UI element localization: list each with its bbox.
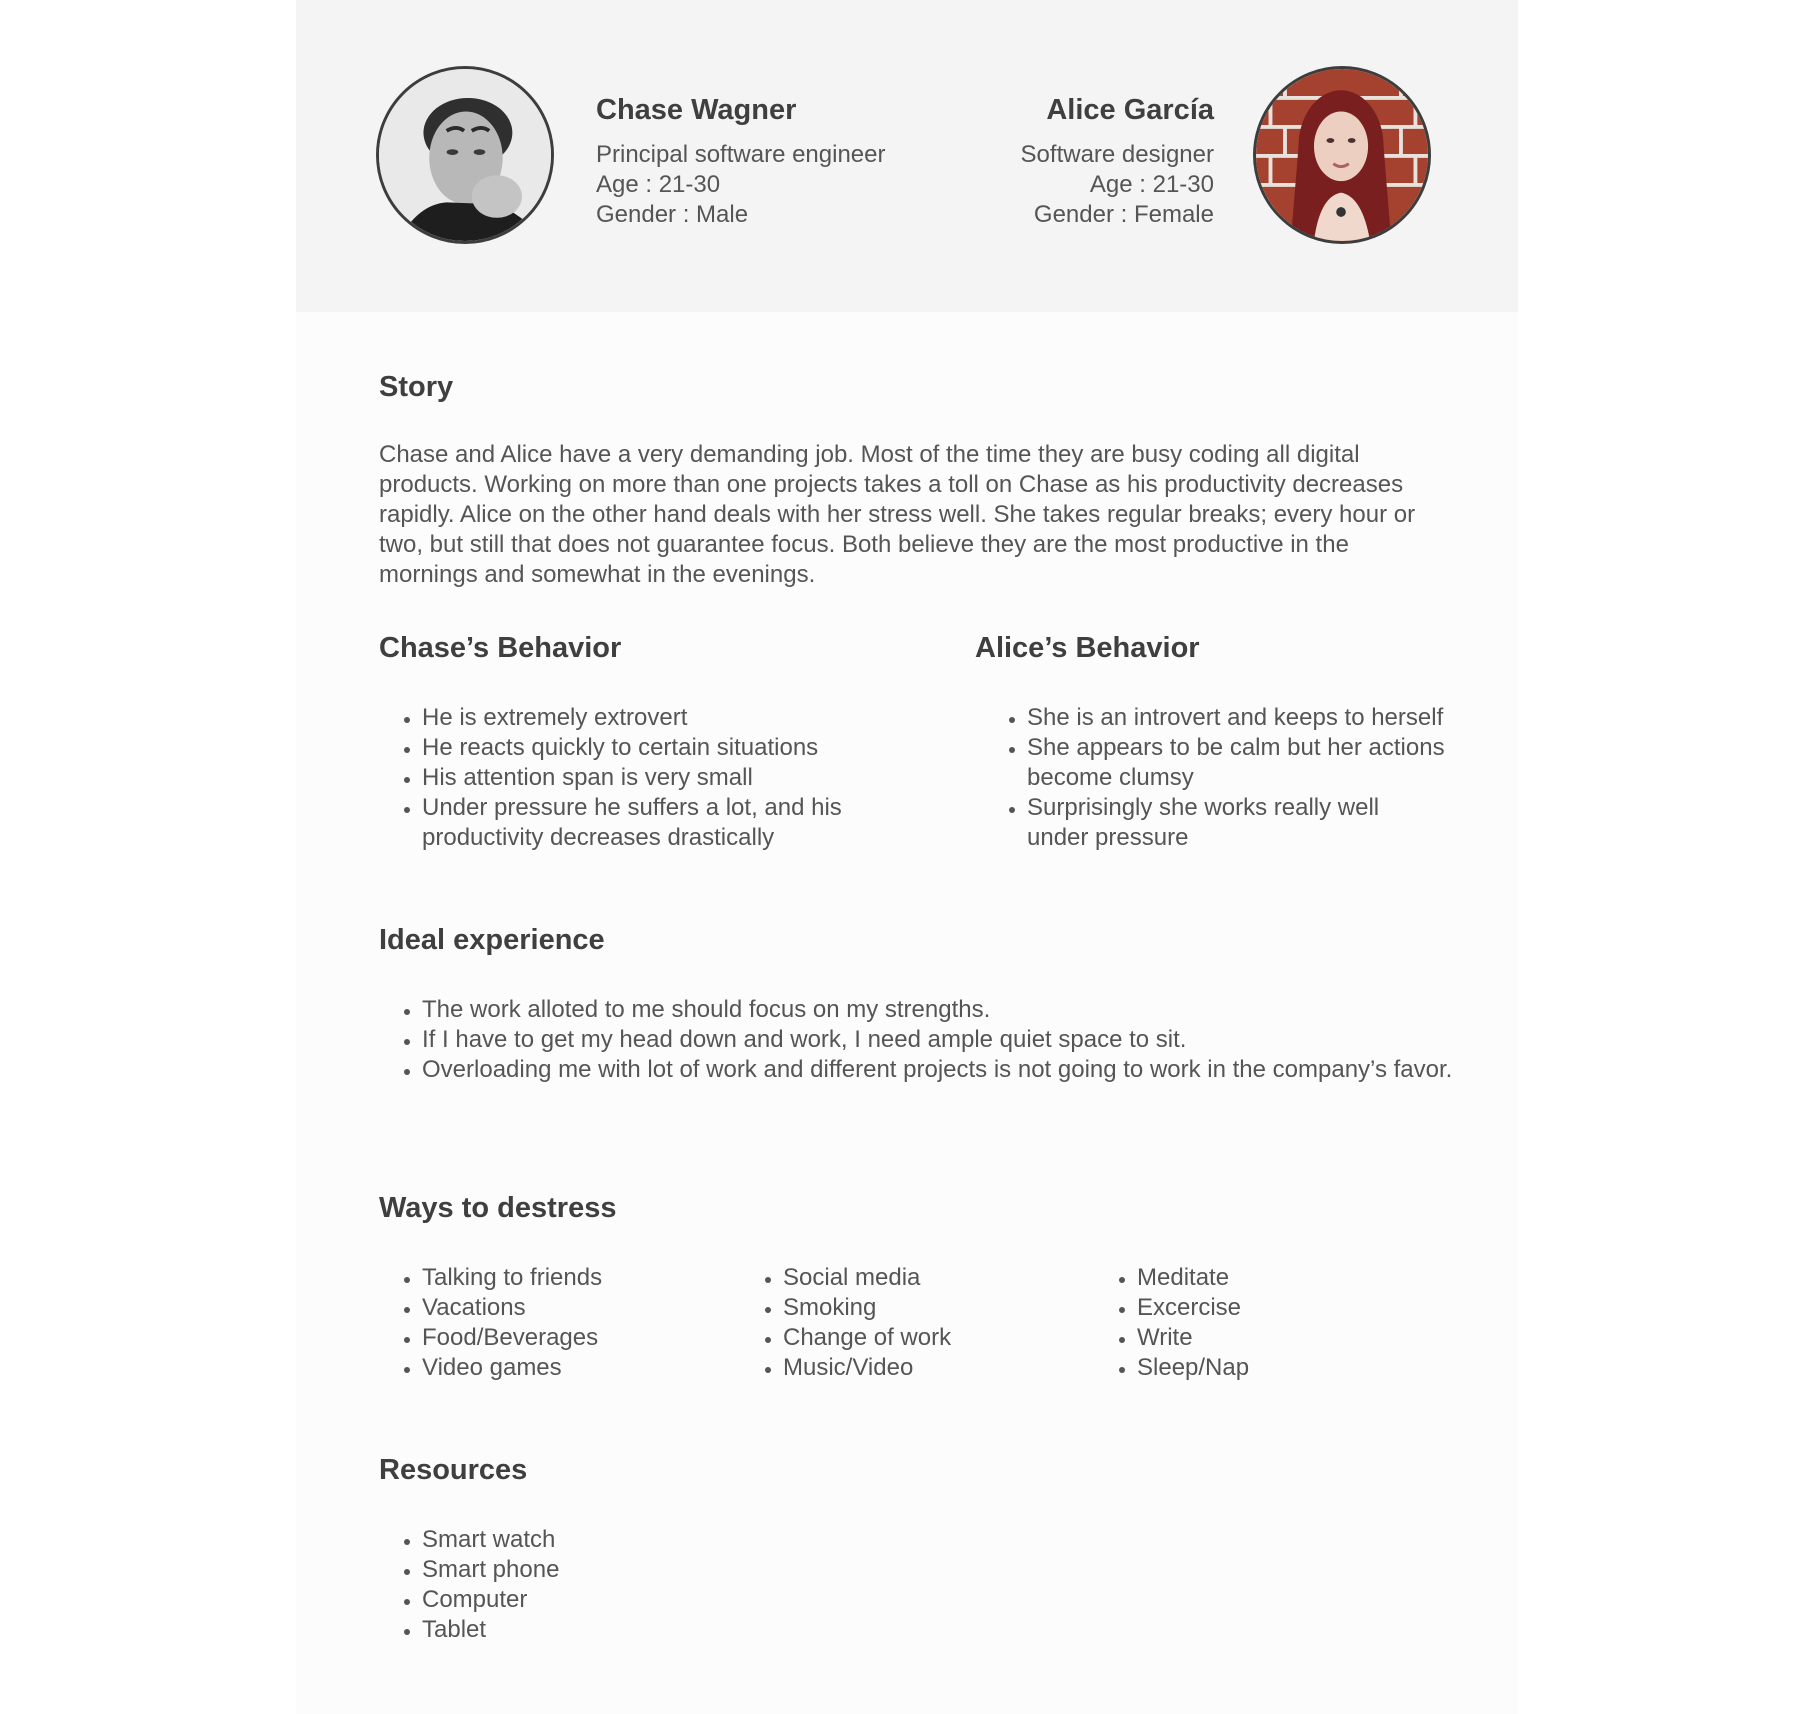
list-item: • Overloading me with lot of work and different projects is not going to work in the company’s favor.: [422, 1055, 1502, 1085]
list-item: • Video games: [422, 1353, 742, 1383]
section-title-alice-behavior: Alice’s Behavior: [975, 632, 1200, 664]
persona-role: Software designer: [1020, 141, 1214, 168]
section-title-ideal-experience: Ideal experience: [379, 924, 605, 956]
list-item: • Smart watch: [422, 1525, 822, 1555]
female-portrait-photo: [1253, 66, 1431, 244]
section-title-story: Story: [379, 371, 454, 403]
section-title-resources: Resources: [379, 1454, 528, 1486]
persona-gender: Gender : Female: [1033, 201, 1214, 228]
persona-header: [296, 0, 1518, 312]
list-item: • He reacts quickly to certain situations: [422, 733, 902, 763]
list-item: • The work alloted to me should focus on my strengths.: [422, 995, 1502, 1025]
list-item: • Under pressure he suffers a lot, and his productivity decreases drastically: [422, 793, 902, 853]
list-item: • Excercise: [1137, 1293, 1457, 1323]
list-item: • If I have to get my head down and work, I need ample quiet space to sit.: [422, 1025, 1502, 1055]
section-title-ways-to-destress: Ways to destress: [379, 1192, 617, 1224]
section-title-chase-behavior: Chase’s Behavior: [379, 632, 622, 664]
list-item: • Write: [1137, 1323, 1457, 1353]
persona-age: Age : 21-30: [1089, 171, 1214, 198]
list-item: • Smoking: [783, 1293, 1103, 1323]
persona-gender: Gender : Male: [596, 201, 749, 228]
list-item: • He is extremely extrovert: [422, 703, 902, 733]
persona-card: [296, 0, 1518, 1714]
persona-role: Principal software engineer: [596, 141, 886, 168]
chase-behavior-list: [379, 703, 902, 853]
persona-age: Age : 21-30: [596, 171, 721, 198]
destress-list-col-1: [379, 1263, 742, 1383]
persona-details-alice: [1021, 140, 1214, 230]
ideal-experience-list: [379, 995, 1502, 1085]
male-portrait-photo: [376, 66, 554, 244]
list-item: • Tablet: [422, 1615, 822, 1645]
destress-list-col-2: [740, 1263, 1103, 1383]
list-item: • Sleep/Nap: [1137, 1353, 1457, 1383]
list-item: • Smart phone: [422, 1555, 822, 1585]
list-item: • Talking to friends: [422, 1263, 742, 1293]
alice-behavior-list: [984, 703, 1447, 853]
list-item: • She is an introvert and keeps to herself: [1027, 703, 1447, 733]
list-item: • His attention span is very small: [422, 763, 902, 793]
resources-list: [379, 1525, 822, 1645]
list-item: • She appears to be calm but her actions become clumsy: [1027, 733, 1447, 793]
persona-details-chase: [596, 140, 886, 230]
story-text: Chase and Alice have a very demanding job. Most of the time they are busy coding all digital products. Working on more than one projects takes a toll on Chase as his productivity decreases rapidly. Alice on the other hand deals with her stress well. She takes regular breaks; every hour or two, but still that does not guarantee focus. Both believe they are the most productive in the mornings and somewhat in the evenings.: [379, 441, 1416, 588]
destress-list-col-3: [1094, 1263, 1457, 1383]
list-item: • Computer: [422, 1585, 822, 1615]
persona-name-alice: Alice García: [1046, 94, 1214, 126]
list-item: • Surprisingly she works really well under pressure: [1027, 793, 1447, 853]
list-item: • Meditate: [1137, 1263, 1457, 1293]
persona-name-chase: Chase Wagner: [596, 94, 797, 126]
list-item: • Music/Video: [783, 1353, 1103, 1383]
list-item: • Change of work: [783, 1323, 1103, 1353]
list-item: • Social media: [783, 1263, 1103, 1293]
list-item: • Vacations: [422, 1293, 742, 1323]
list-item: • Food/Beverages: [422, 1323, 742, 1353]
